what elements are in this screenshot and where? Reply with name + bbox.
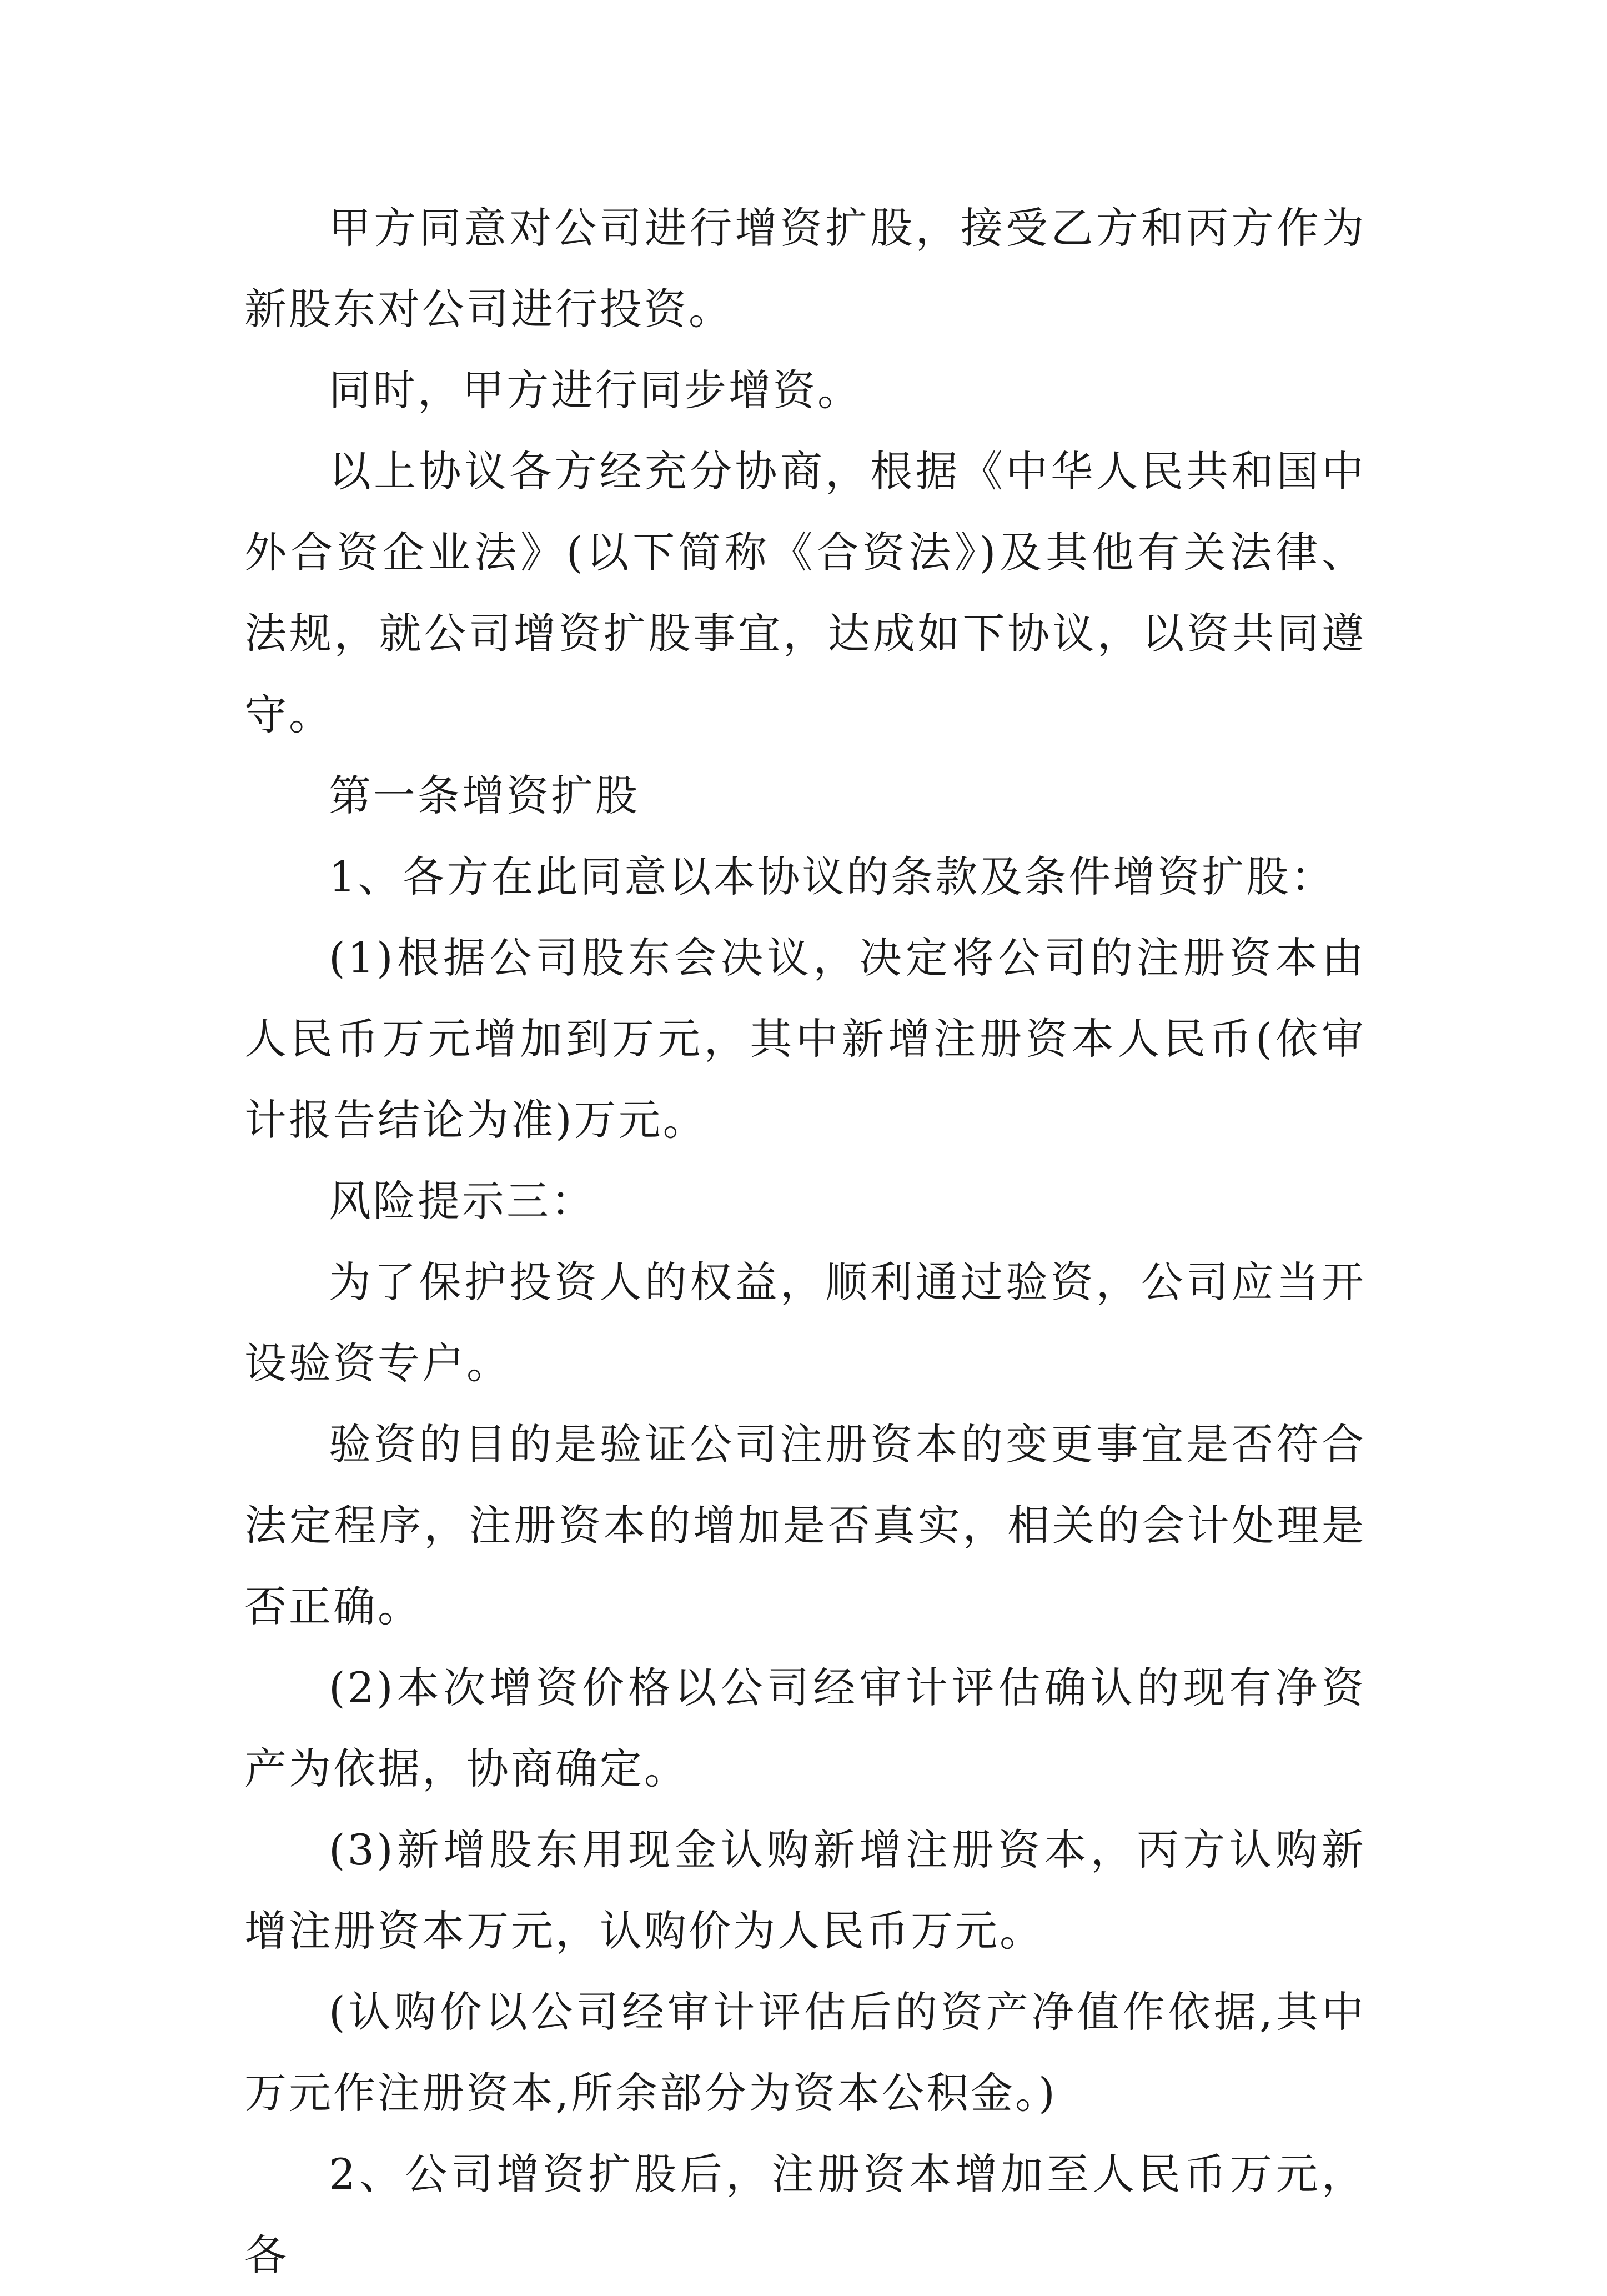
clause-1-item-3-note: (认购价以公司经审计评估后的资产净值作依据,其中万元作注册资本,所余部分为资本公积金。) [244, 1987, 1366, 2118]
clause-1: 1、各方在此同意以本协议的条款及条件增资扩股： [329, 852, 1335, 901]
clause-1-item-3: (3)新增股东用现金认购新增注册资本，丙方认购新增注册资本万元，认购价为人民币万元。 [244, 1825, 1366, 1956]
risk-notice-text-1: 为了保护投资人的权益，顺利通过验资，公司应当开设验资专户。 [244, 1257, 1366, 1388]
clause-2: 2、公司增资扩股后，注册资本增加至人民币万元，各 [244, 2149, 1366, 2280]
paragraph-sync-capital: 同时，甲方进行同步增资。 [329, 365, 862, 415]
paragraph-legal-basis: 以上协议各方经充分协商，根据《中华人民共和国中外合资企业法》(以下简称《合资法》)及其他有关法律、法规，就公司增资扩股事宜，达成如下协议，以资共同遵守。 [244, 447, 1366, 739]
risk-notice-heading: 风险提示三： [329, 1176, 595, 1226]
risk-notice-text-2: 验资的目的是验证公司注册资本的变更事宜是否符合法定程序，注册资本的增加是否真实，相关的会计处理是否正确。 [244, 1420, 1366, 1631]
document-body [244, 188, 1366, 2296]
clause-1-item-2: (2)本次增资价格以公司经审计评估确认的现有净资产为依据，协商确定。 [244, 1663, 1366, 1793]
article-one-heading: 第一条增资扩股 [329, 771, 640, 820]
clause-1-item-1: (1)根据公司股东会决议，决定将公司的注册资本由人民币万元增加到万元，其中新增注册资本人民币(依审计报告结论为准)万元。 [244, 933, 1366, 1145]
paragraph-intro-agreement: 甲方同意对公司进行增资扩股，接受乙方和丙方作为新股东对公司进行投资。 [244, 203, 1366, 334]
